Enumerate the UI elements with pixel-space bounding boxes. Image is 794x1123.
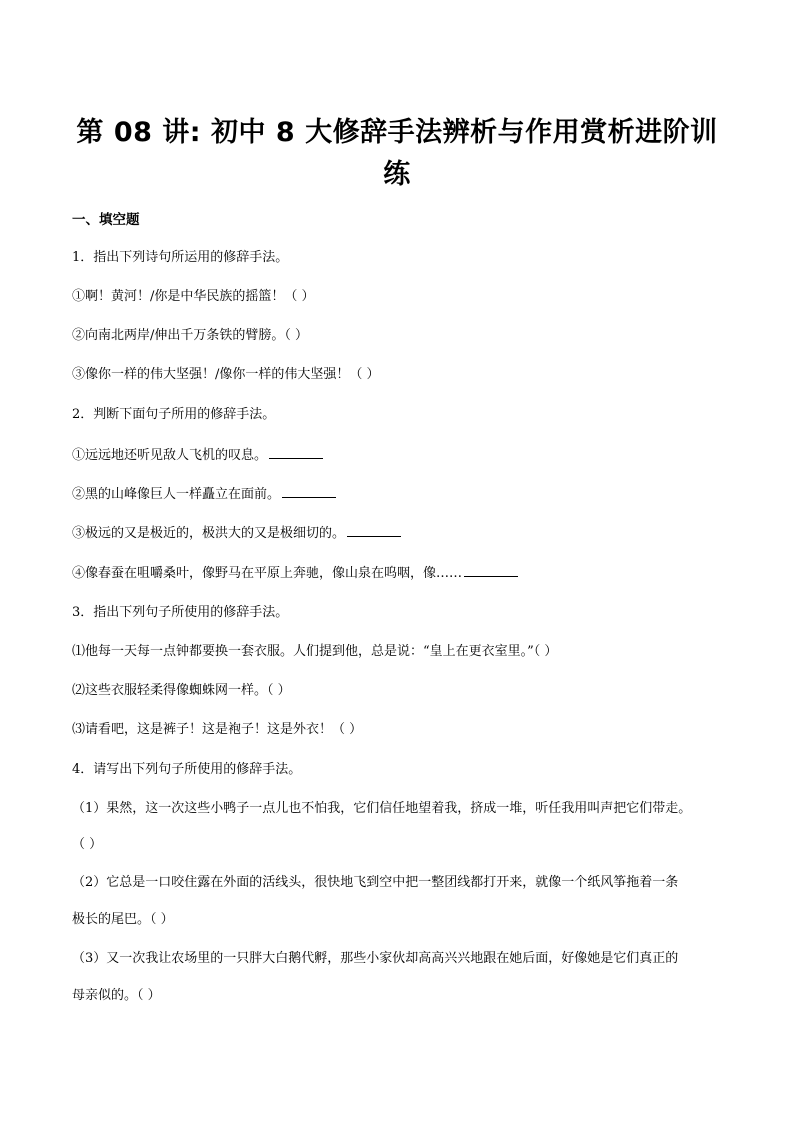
question-4-stem: 4．请写出下列句子所使用的修辞手法。 — [72, 762, 302, 777]
question-2-item-2-text: ②黑的山峰像巨人一样矗立在面前。 — [72, 487, 281, 502]
question-4-item-3: （3）又一次我让农场里的一只胖大白鹅代孵，那些小家伙却高高兴兴地跟在她后面，好像她是它们真正的 — [72, 951, 679, 966]
question-3-stem: 3．指出下列句子所使用的修辞手法。 — [72, 605, 289, 620]
question-2-item-1-text: ①远远地还听见敌人飞机的叹息。 — [72, 448, 268, 463]
question-2-item-3 — [72, 524, 722, 543]
question-3-item-2: ⑵这些衣服轻柔得像蜘蛛网一样。（ ） — [72, 683, 291, 698]
question-2-item-4-text: ④像春蚕在咀嚼桑叶，像野马在平原上奔驰，像山泉在呜咽，像…… — [72, 566, 463, 581]
answer-blank[interactable] — [269, 446, 323, 459]
answer-blank[interactable] — [282, 485, 336, 498]
question-2-stem: 2．判断下面句子所用的修辞手法。 — [72, 407, 276, 422]
question-4-item-2-cont: 极长的尾巴。（ ） — [72, 912, 174, 927]
answer-blank[interactable] — [464, 564, 518, 577]
question-1-item-3: ③像你一样的伟大坚强！/像你一样的伟大坚强！（ ） — [72, 367, 380, 382]
question-1-stem: 1．指出下列诗句所运用的修辞手法。 — [72, 250, 289, 265]
question-4-item-3-cont: 母亲似的。（ ） — [72, 988, 161, 1003]
question-2-item-1 — [72, 446, 722, 465]
question-1-item-2: ②向南北两岸/伸出千万条铁的臂膀。（ ） — [72, 328, 309, 343]
document-title-line2: 练 — [383, 159, 411, 190]
question-3-item-1: ⑴他每一天每一点钟都要换一套衣服。人们提到他，总是说：“皇上在更衣室里。”（ ） — [72, 644, 558, 659]
question-4-item-2: （2）它总是一口咬住露在外面的活线头，很快地飞到空中把一整团线都打开来，就像一个纸风筝拖着一条 — [72, 875, 679, 890]
question-2-item-3-text: ③极远的又是极近的，极洪大的又是极细切的。 — [72, 526, 346, 541]
question-3-item-3: ⑶请看吧，这是裤子！这是袍子！这是外衣！（ ） — [72, 722, 363, 737]
answer-blank[interactable] — [347, 524, 401, 537]
question-1-item-1: ①啊！黄河！/你是中华民族的摇篮！（ ） — [72, 289, 315, 304]
section-heading: 一、填空题 — [72, 212, 140, 228]
question-4-item-1-cont: （ ） — [72, 837, 103, 852]
question-2-item-2 — [72, 485, 722, 504]
question-2-item-4 — [72, 564, 722, 583]
question-4-item-1: （1）果然，这一次这些小鸭子一点儿也不怕我，它们信任地望着我，挤成一堆，听任我用叫声把它们带走。 — [72, 801, 692, 816]
document-title-line1: 第 08 讲: 初中 8 大修辞手法辨析与作用赏析进阶训 — [76, 117, 718, 148]
